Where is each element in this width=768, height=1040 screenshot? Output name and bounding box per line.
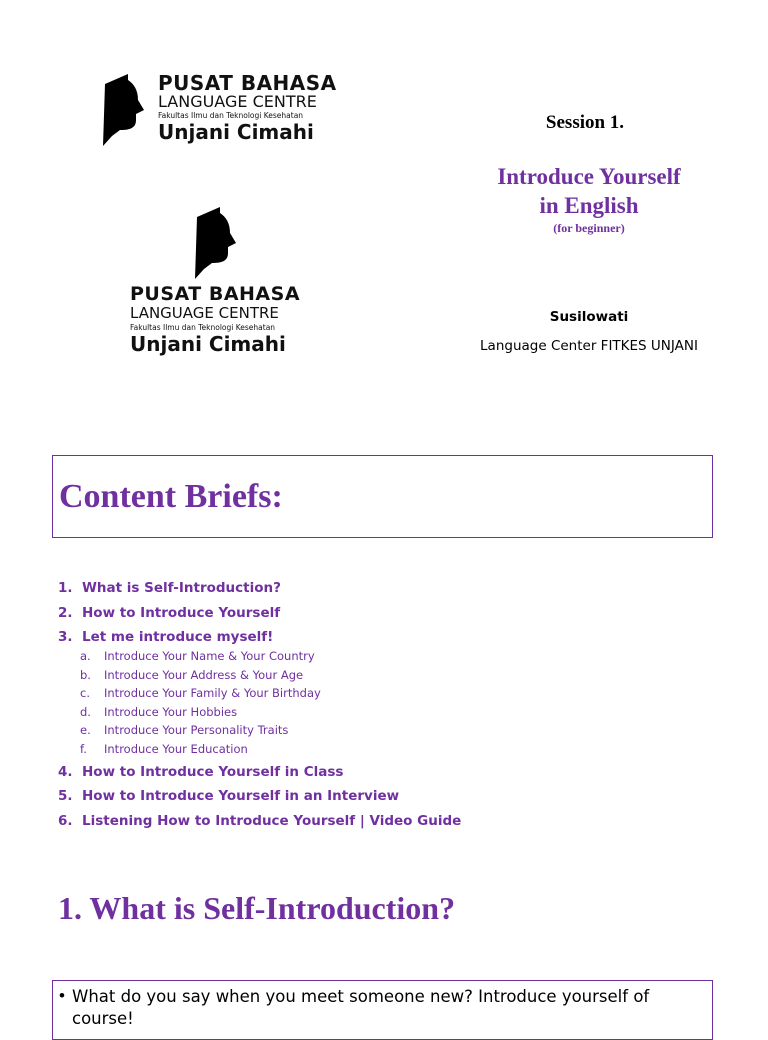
head-silhouette-icon — [100, 72, 150, 148]
logo-line-2: LANGUAGE CENTRE — [130, 304, 279, 322]
toc-subitem-label: Introduce Your Education — [104, 741, 248, 756]
title-line-2: in English — [539, 193, 639, 218]
logo-line-2: LANGUAGE CENTRE — [158, 92, 317, 111]
author-affiliation: Language Center FITKES UNJANI — [480, 338, 698, 354]
author-name: Susilowati — [549, 309, 629, 325]
logo-line-3: Fakultas Ilmu dan Teknologi Kesehatan — [158, 111, 304, 120]
toc-subitem-letter: a. — [80, 649, 91, 663]
toc-subitem-letter: c. — [80, 686, 90, 701]
toc-subitem-letter: e. — [80, 723, 91, 738]
toc-item-number: 3. — [58, 629, 73, 645]
toc-item[interactable] — [58, 764, 698, 789]
toc-subitem[interactable] — [58, 668, 698, 687]
toc-item-number: 1. — [58, 580, 73, 596]
logo-line-4: Unjani Cimahi — [130, 332, 286, 356]
subtitle: (for beginner) — [553, 221, 625, 235]
toc-item[interactable] — [58, 605, 698, 630]
toc-subitem-letter: f. — [80, 741, 87, 756]
logo-line-4: Unjani Cimahi — [158, 120, 314, 144]
title-line-1: Introduce Yourself — [497, 164, 681, 189]
toc-subitem-letter: b. — [80, 667, 91, 682]
section-1-heading: 1. What is Self-Introduction? — [58, 890, 456, 926]
toc-item-number: 4. — [58, 763, 73, 780]
logo-line-1: PUSAT BAHASA — [130, 283, 301, 305]
toc-subitem-letter: d. — [80, 704, 91, 719]
toc-subitem[interactable] — [58, 723, 698, 742]
toc-item[interactable] — [58, 629, 698, 649]
bullet-icon: • — [59, 986, 65, 1005]
toc-subitem[interactable] — [58, 742, 698, 764]
toc-item-number: 2. — [58, 604, 73, 621]
logo-line-1: PUSAT BAHASA — [158, 71, 337, 95]
toc-item[interactable] — [58, 813, 698, 838]
toc-list — [58, 580, 698, 837]
toc-item-label: How to Introduce Yourself in an Interview — [82, 788, 400, 805]
toc-subitem-label: Introduce Your Name & Your Country — [104, 649, 315, 663]
toc-subitem[interactable] — [58, 649, 698, 668]
content-briefs-box — [52, 455, 713, 538]
toc-item-number: 6. — [58, 812, 73, 829]
session-label: Session 1. — [545, 112, 625, 133]
toc-item[interactable] — [58, 788, 698, 813]
toc-item[interactable] — [58, 580, 698, 605]
toc-item-label: Let me introduce myself! — [82, 629, 274, 645]
toc-item-label: Listening How to Introduce Yourself | Video Guide — [82, 812, 462, 829]
content-briefs-heading: Content Briefs: — [59, 478, 283, 515]
toc-subitem[interactable] — [58, 686, 698, 705]
head-silhouette-icon — [192, 205, 242, 281]
toc-subitem-label: Introduce Your Hobbies — [104, 704, 238, 719]
toc-item-label: How to Introduce Yourself in Class — [82, 763, 344, 780]
section-1-bullet-text: What do you say when you meet someone new? Introduce yourself of course! — [72, 987, 650, 1028]
toc-subitem-label: Introduce Your Family & Your Birthday — [104, 686, 321, 701]
toc-item-label: What is Self-Introduction? — [82, 580, 281, 596]
logo-horizontal — [100, 72, 340, 150]
toc-item-number: 5. — [58, 788, 73, 805]
toc-subitem-label: Introduce Your Personality Traits — [104, 723, 289, 738]
toc-subitem[interactable] — [58, 705, 698, 724]
logo-stacked — [128, 205, 318, 365]
section-1-bullet-box — [52, 980, 713, 1040]
logo-line-3: Fakultas Ilmu dan Teknologi Kesehatan — [130, 323, 276, 332]
toc-subitem-label: Introduce Your Address & Your Age — [104, 667, 304, 682]
toc-item-label: How to Introduce Yourself — [82, 604, 281, 621]
